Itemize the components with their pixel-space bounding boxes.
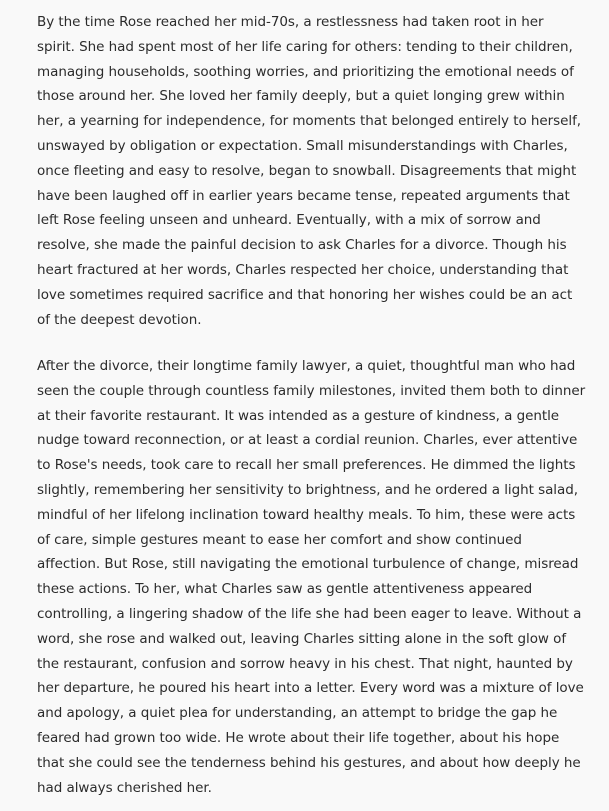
- paragraph-1: By the time Rose reached her mid-70s, a restlessness had taken root in her spirit. She had spent most of her life caring for others: tending to their children, managing households, soothing worries, and prioritizing the emotional needs of those around her. She loved her family deeply, but a quiet longing grew within her, a yearning for independence, for moments that belonged entirely to herself, unswayed by obligation or expectation. Small misunderstandings with Charles, once fleeting and easy to resolve, began to snowball. Disagreements that might have been laughed off in earlier years became tense, repeated arguments that left Rose feeling unseen and unheard. Eventually, with a mix of sorrow and resolve, she made the painful decision to ask Charles for a divorce. Though his heart fractured at her words, Charles respected her choice, understanding that love sometimes required sacrifice and that honoring her wishes could be an act of the deepest devotion.: [37, 14, 582, 328]
- paragraph-2: After the divorce, their longtime family lawyer, a quiet, thoughtful man who had seen the couple through countless family milestones, invited them both to dinner at their favorite restaurant. It was intended as a gesture of kindness, a gentle nudge toward reconnection, or at least a cordial reunion. Charles, ever attentive to Rose's needs, took care to recall her small preferences. He dimmed the lights slightly, remembering her sensitivity to brightness, and he ordered a light salad, mindful of her lifelong inclination toward healthy meals. To him, these were acts of care, simple gestures meant to ease her comfort and show continued affection. But Rose, still navigating the emotional turbulence of change, misread these actions. To her, what Charles saw as gentle attentiveness appeared controlling, a lingering shadow of the life she had been eager to leave. Without a word, she rose and walked out, leaving Charles sitting alone in the soft glow of the restaurant, confusion and sorrow heavy in his chest. That night, haunted by her departure, he poured his heart into a letter. Every word was a mixture of love and apology, a quiet plea for understanding, an attempt to bridge the gap he feared had grown too wide. He wrote about their life together, about his hope that she could see the tenderness behind his gestures, and about how deeply he had always cherished her.: [37, 358, 586, 796]
